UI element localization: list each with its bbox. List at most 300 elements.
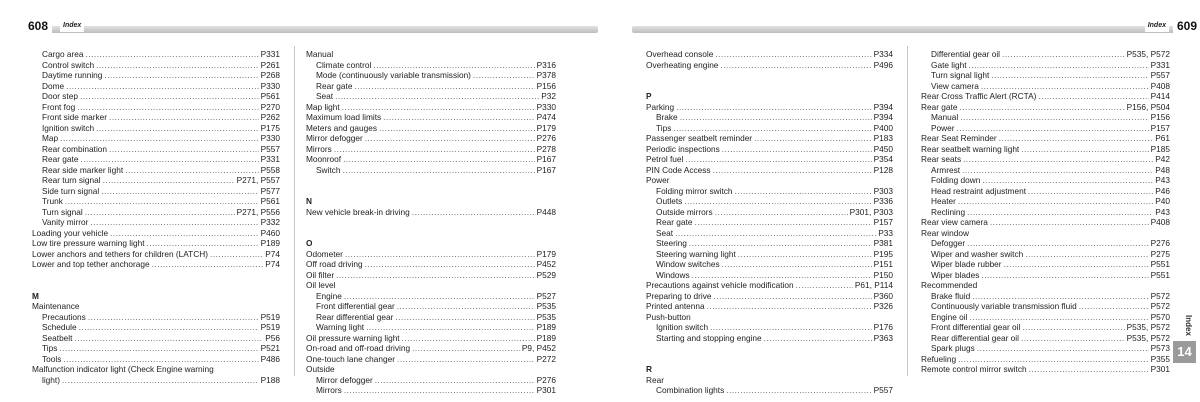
entry-text: View camera: [931, 80, 979, 91]
page-ref[interactable]: P261: [260, 59, 280, 70]
dot-leader: [1021, 144, 1148, 155]
index-entry[interactable]: [646, 333, 893, 344]
entry-text: Wiper and washer switch: [931, 248, 1024, 259]
index-entry[interactable]: [32, 322, 280, 333]
index-entry[interactable]: [32, 165, 280, 176]
index-entry[interactable]: [646, 207, 893, 218]
index-entry[interactable]: [921, 301, 1170, 312]
index-entry[interactable]: [32, 49, 280, 60]
index-entry[interactable]: [306, 123, 556, 134]
index-entry[interactable]: [306, 207, 556, 218]
page-ref[interactable]: P330: [536, 101, 556, 112]
index-entry[interactable]: [646, 322, 893, 333]
page-ref[interactable]: P175: [260, 122, 280, 133]
page-ref[interactable]: P167: [536, 154, 556, 164]
index-entry[interactable]: [921, 249, 1170, 260]
page-ref[interactable]: P557: [1150, 70, 1170, 80]
page-ref[interactable]: P176: [873, 322, 893, 332]
index-entry[interactable]: [646, 291, 893, 302]
index-entry[interactable]: [921, 91, 1170, 102]
section-letter: N: [306, 196, 312, 206]
page-ref[interactable]: P519: [260, 311, 280, 322]
index-entry[interactable]: [921, 217, 1170, 228]
index-entry[interactable]: [32, 70, 280, 81]
index-entry[interactable]: [646, 228, 893, 239]
index-entry[interactable]: [646, 102, 893, 113]
dot-leader: [59, 343, 258, 354]
dot-leader: [79, 322, 259, 333]
index-entry[interactable]: [646, 60, 893, 71]
index-entry[interactable]: [32, 228, 280, 239]
index-entry[interactable]: [921, 228, 1170, 239]
page-ref[interactable]: P157: [1150, 122, 1170, 133]
index-entry[interactable]: [646, 144, 893, 155]
index-entry[interactable]: [646, 165, 893, 176]
page-ref[interactable]: P271, P557: [236, 175, 280, 185]
dot-leader: [796, 280, 853, 291]
dot-leader: [689, 238, 872, 249]
index-entry[interactable]: [306, 343, 556, 354]
page-ref[interactable]: P535, P572: [1126, 332, 1170, 343]
index-entry[interactable]: [32, 217, 280, 228]
dot-leader: [366, 322, 534, 333]
entry-text: Off road driving: [306, 259, 363, 269]
page-ref[interactable]: P43: [1155, 206, 1170, 217]
page-ref[interactable]: P450: [873, 143, 893, 154]
dot-leader: [397, 354, 535, 365]
page-ref[interactable]: P46: [1155, 185, 1170, 196]
index-entry[interactable]: [306, 49, 556, 60]
index-entry[interactable]: [921, 70, 1170, 81]
page-ref[interactable]: P156, P504: [1126, 101, 1170, 112]
page-ref[interactable]: P331: [1150, 59, 1170, 70]
page-ref[interactable]: P573: [1150, 343, 1170, 353]
page-ref[interactable]: P316: [536, 59, 556, 70]
page-ref[interactable]: P460: [260, 227, 280, 238]
page-ref[interactable]: P189: [536, 332, 556, 343]
index-entry[interactable]: [306, 81, 556, 92]
dot-leader: [684, 196, 871, 207]
index-entry[interactable]: [32, 175, 280, 186]
index-entry[interactable]: [32, 259, 280, 270]
index-entry[interactable]: [306, 280, 556, 291]
page-ref[interactable]: P394: [873, 112, 893, 122]
dot-leader: [110, 228, 259, 239]
page-ref[interactable]: P276: [1150, 238, 1170, 248]
page-ref[interactable]: P189: [536, 322, 556, 332]
dot-leader: [969, 312, 1148, 323]
entry-text: Rear turn signal: [42, 175, 101, 185]
page-ref[interactable]: P354: [873, 154, 893, 164]
page-ref[interactable]: P381: [873, 238, 893, 248]
page-ref[interactable]: P535, P572: [1126, 49, 1170, 59]
index-entry[interactable]: [921, 144, 1170, 155]
index-entry[interactable]: [646, 270, 893, 281]
dot-leader: [152, 259, 264, 270]
page-ref[interactable]: P527: [536, 290, 556, 301]
entry-text: Brake: [656, 112, 678, 122]
index-entry[interactable]: [306, 144, 556, 155]
page-ref[interactable]: P360: [873, 290, 893, 301]
index-entry[interactable]: [646, 312, 893, 323]
page-ref[interactable]: P535: [536, 311, 556, 322]
dot-leader: [972, 291, 1148, 302]
entry-text: Head restraint adjustment: [931, 185, 1027, 196]
index-entry[interactable]: [921, 207, 1170, 218]
page-ref[interactable]: P519: [260, 322, 280, 332]
index-entry[interactable]: [306, 375, 556, 386]
index-entry[interactable]: [921, 270, 1170, 281]
page-ref[interactable]: P275: [1150, 248, 1170, 259]
entry-text: Lower anchors and tethers for children (LATCH): [32, 248, 209, 259]
entry-text: Oil filter: [306, 269, 335, 280]
page-ref[interactable]: P535, P572: [1126, 322, 1170, 332]
page-ref[interactable]: P572: [1150, 290, 1170, 301]
dot-leader: [958, 196, 1153, 207]
entry-text: Front side marker: [42, 112, 108, 122]
entry-text: Oil pressure warning light: [306, 332, 400, 343]
entry-text: Differential gear oil: [931, 49, 1001, 59]
index-entry[interactable]: [646, 154, 893, 165]
page-ref[interactable]: P400: [873, 122, 893, 133]
dot-leader: [713, 165, 872, 176]
index-entry[interactable]: [306, 249, 556, 260]
dot-leader: [60, 133, 258, 144]
chapter-tab[interactable]: [1173, 313, 1196, 363]
page-ref[interactable]: P40: [1155, 196, 1170, 206]
index-entry[interactable]: [921, 102, 1170, 113]
page-ref[interactable]: P301, P303: [849, 206, 893, 217]
index-entry[interactable]: [32, 102, 280, 113]
dot-leader: [969, 60, 1149, 71]
page-ref[interactable]: P262: [260, 112, 280, 122]
page-ref[interactable]: P332: [260, 217, 280, 227]
page-ref[interactable]: P378: [536, 70, 556, 80]
page-ref[interactable]: P336: [873, 196, 893, 206]
page-ref[interactable]: P561: [260, 91, 280, 101]
dot-leader: [982, 175, 1153, 186]
index-entry[interactable]: [921, 60, 1170, 71]
entry-text: Ignition switch: [656, 322, 709, 332]
page-ref[interactable]: P128: [873, 164, 893, 175]
page-ref[interactable]: P195: [873, 248, 893, 259]
index-entry[interactable]: [32, 123, 280, 134]
index-entry[interactable]: [646, 280, 893, 291]
entry-text: Rear gate: [42, 154, 79, 164]
index-entry[interactable]: [646, 301, 893, 312]
index-entry[interactable]: [646, 385, 893, 396]
page-ref[interactable]: P496: [873, 59, 893, 70]
index-entry[interactable]: [306, 291, 556, 302]
page-ref[interactable]: P558: [260, 164, 280, 175]
page-ref[interactable]: P189: [260, 238, 280, 248]
entry-text: Map light: [306, 101, 340, 112]
page-ref[interactable]: P355: [1150, 353, 1170, 364]
index-entry[interactable]: [306, 165, 556, 176]
entry-text: Dome: [42, 80, 65, 91]
entry-text: Rear differential gear oil: [931, 332, 1019, 343]
index-entry[interactable]: [32, 333, 280, 344]
index-column-3: [646, 49, 893, 396]
index-entry[interactable]: [32, 238, 280, 249]
page-ref[interactable]: P185: [1150, 143, 1170, 154]
dot-leader: [65, 196, 259, 207]
index-entry[interactable]: [921, 165, 1170, 176]
page-ref[interactable]: P331: [260, 49, 280, 59]
dot-leader: [365, 133, 535, 144]
index-entry[interactable]: [921, 186, 1170, 197]
index-entry[interactable]: [921, 312, 1170, 323]
index-entry[interactable]: [921, 291, 1170, 302]
index-entry[interactable]: [921, 343, 1170, 354]
index-entry[interactable]: [306, 301, 556, 312]
index-entry[interactable]: [646, 186, 893, 197]
page-ref[interactable]: P157: [873, 217, 893, 227]
page-ref[interactable]: P408: [1150, 80, 1170, 91]
index-entry[interactable]: [32, 81, 280, 92]
index-entry[interactable]: [32, 112, 280, 123]
index-entry[interactable]: [921, 154, 1170, 165]
index-entry[interactable]: [32, 207, 280, 218]
index-entry[interactable]: [921, 333, 1170, 344]
page-ref[interactable]: P557: [873, 385, 893, 395]
index-entry[interactable]: [32, 301, 280, 312]
index-entry[interactable]: [306, 312, 556, 323]
page-ref[interactable]: P521: [260, 343, 280, 353]
index-entry[interactable]: [32, 312, 280, 323]
index-entry[interactable]: [32, 196, 280, 207]
spacer: [306, 217, 556, 228]
dot-leader: [77, 102, 258, 113]
dot-leader: [715, 49, 871, 60]
dot-leader: [707, 301, 872, 312]
index-entry[interactable]: [306, 270, 556, 281]
index-entry[interactable]: [921, 81, 1170, 92]
entry-text: Rear side marker light: [42, 164, 124, 175]
page-ref[interactable]: P156: [1150, 112, 1170, 122]
page-ref[interactable]: P363: [873, 332, 893, 343]
index-entry[interactable]: [32, 154, 280, 165]
index-entry[interactable]: [921, 49, 1170, 60]
page-number: 608: [28, 18, 52, 34]
page-ref[interactable]: P301: [1150, 364, 1170, 374]
page-ref[interactable]: P529: [536, 269, 556, 280]
dot-leader: [383, 112, 534, 123]
index-entry[interactable]: [306, 322, 556, 333]
page-ref[interactable]: P331: [260, 154, 280, 164]
page-ref[interactable]: P32: [541, 91, 556, 101]
entry-text: Ignition switch: [42, 122, 95, 133]
entry-text: Rear window: [921, 227, 969, 238]
index-entry[interactable]: [921, 133, 1170, 144]
page-ref[interactable]: P270: [260, 101, 280, 112]
index-entry[interactable]: [646, 259, 893, 270]
index-entry[interactable]: [921, 175, 1170, 186]
dot-leader: [722, 144, 872, 155]
page-ref[interactable]: P74: [265, 248, 280, 259]
page-ref[interactable]: P276: [536, 133, 556, 143]
index-entry[interactable]: [306, 70, 556, 81]
index-entry[interactable]: [32, 354, 280, 365]
dot-leader: [336, 270, 534, 281]
dot-leader: [754, 133, 872, 144]
entry-text: Engine: [316, 290, 342, 301]
entry-text: Brake fluid: [931, 290, 971, 301]
page-ref[interactable]: P278: [536, 143, 556, 154]
index-entry[interactable]: [306, 333, 556, 344]
dot-leader: [738, 249, 872, 260]
page-ref[interactable]: P183: [873, 133, 893, 143]
entry-text: Tips: [656, 122, 672, 133]
page-ref[interactable]: P572: [1150, 301, 1170, 311]
page-ref[interactable]: P557: [260, 143, 280, 154]
index-entry[interactable]: [32, 60, 280, 71]
page-ref[interactable]: P577: [260, 185, 280, 196]
entry-text: Overheating engine: [646, 59, 719, 70]
page-ref[interactable]: P303: [873, 185, 893, 196]
page-ref[interactable]: P74: [265, 259, 280, 269]
page-ref[interactable]: P551: [1150, 269, 1170, 280]
dot-leader: [412, 343, 520, 354]
page-ref[interactable]: P56: [265, 332, 280, 343]
entry-text: On-road and off-road driving: [306, 343, 411, 353]
entry-text: Printed antenna: [646, 301, 705, 311]
index-entry[interactable]: [646, 238, 893, 249]
page-ref[interactable]: P272: [536, 353, 556, 364]
page-ref[interactable]: P9, P452: [521, 343, 556, 353]
index-entry[interactable]: [306, 91, 556, 102]
index-entry[interactable]: [306, 102, 556, 113]
index-entry[interactable]: [921, 238, 1170, 249]
index-entry[interactable]: [306, 354, 556, 365]
index-entry[interactable]: [921, 364, 1170, 375]
index-entry[interactable]: [306, 259, 556, 270]
page-ref[interactable]: P334: [873, 49, 893, 59]
index-entry[interactable]: [921, 112, 1170, 123]
index-entry[interactable]: [306, 364, 556, 375]
entry-text: Gate light: [931, 59, 967, 70]
dot-leader: [977, 343, 1149, 354]
dot-leader: [967, 207, 1153, 218]
index-entry[interactable]: [646, 375, 893, 386]
index-entry[interactable]: [306, 60, 556, 71]
page-ref[interactable]: P330: [260, 133, 280, 143]
entry-text: Combination lights: [656, 385, 725, 395]
dot-leader: [397, 301, 535, 312]
entry-text: Rear Cross Traffic Alert (RCTA): [921, 91, 1037, 101]
index-entry[interactable]: [646, 217, 893, 228]
page-ref[interactable]: P150: [873, 269, 893, 280]
index-entry[interactable]: [921, 354, 1170, 365]
index-entry[interactable]: [921, 280, 1170, 291]
index-entry[interactable]: [32, 375, 280, 386]
index-entry[interactable]: [646, 49, 893, 60]
page-ref[interactable]: P535: [536, 301, 556, 311]
dot-leader: [963, 154, 1153, 165]
dot-leader: [395, 312, 534, 323]
index-entry[interactable]: [306, 154, 556, 165]
index-entry[interactable]: [646, 112, 893, 123]
index-entry[interactable]: [32, 186, 280, 197]
entry-text: Wiper blade rubber: [931, 259, 1002, 269]
entry-text: Daytime running: [42, 70, 103, 80]
index-entry[interactable]: [306, 385, 556, 396]
page-ref[interactable]: P179: [536, 248, 556, 259]
page-ref[interactable]: P167: [536, 164, 556, 175]
page-ref[interactable]: P179: [536, 122, 556, 133]
page-ref[interactable]: P570: [1150, 311, 1170, 322]
dot-leader: [694, 217, 871, 228]
index-entry[interactable]: [32, 364, 280, 375]
page-ref[interactable]: P268: [260, 70, 280, 80]
page-ref[interactable]: P448: [536, 206, 556, 217]
index-entry[interactable]: [646, 123, 893, 134]
entry-text: Switch: [316, 164, 341, 175]
page-ref[interactable]: P61: [1155, 133, 1170, 143]
index-entry[interactable]: [921, 259, 1170, 270]
page-ref[interactable]: P414: [1150, 91, 1170, 101]
page-ref[interactable]: P561: [260, 196, 280, 206]
index-entry[interactable]: [306, 112, 556, 123]
index-entry[interactable]: [646, 175, 893, 186]
page-ref[interactable]: P156: [536, 80, 556, 91]
index-entry[interactable]: [921, 123, 1170, 134]
page-ref[interactable]: P42: [1155, 154, 1170, 164]
index-entry[interactable]: [646, 133, 893, 144]
dot-leader: [365, 259, 535, 270]
page-ref[interactable]: P301: [536, 385, 556, 395]
header-bar: [28, 26, 598, 33]
page-ref[interactable]: P330: [260, 80, 280, 91]
page-ref[interactable]: P43: [1155, 175, 1170, 185]
dot-leader: [342, 102, 535, 113]
page-ref[interactable]: P271, P556: [236, 206, 280, 217]
page-ref[interactable]: P33: [878, 227, 893, 238]
index-entry[interactable]: [921, 196, 1170, 207]
page-ref[interactable]: P276: [536, 374, 556, 385]
entry-text: Push-button: [646, 311, 691, 322]
index-entry[interactable]: [32, 133, 280, 144]
page-ref[interactable]: P326: [873, 301, 893, 311]
page-ref[interactable]: P61, P114: [854, 280, 893, 290]
page-ref[interactable]: P188: [260, 374, 280, 385]
page-ref[interactable]: P151: [873, 259, 893, 269]
index-entry[interactable]: [32, 144, 280, 155]
header-bar: [632, 26, 1197, 33]
index-entry[interactable]: [32, 91, 280, 102]
page-ref[interactable]: P486: [260, 353, 280, 364]
index-entry[interactable]: [921, 322, 1170, 333]
page-ref[interactable]: P474: [536, 112, 556, 122]
index-entry[interactable]: [306, 133, 556, 144]
entry-text: Turn signal: [42, 206, 83, 217]
page-ref[interactable]: P48: [1155, 164, 1170, 175]
index-entry[interactable]: [646, 249, 893, 260]
entry-text: Manual: [931, 112, 959, 122]
entry-text: Parking: [646, 101, 675, 112]
entry-text: Steering: [656, 238, 687, 248]
index-entry[interactable]: [32, 343, 280, 354]
index-entry[interactable]: [646, 196, 893, 207]
page-ref[interactable]: P452: [536, 259, 556, 269]
page-ref[interactable]: P394: [873, 101, 893, 112]
index-entry[interactable]: [32, 249, 280, 260]
dot-leader: [1025, 249, 1148, 260]
page-ref[interactable]: P551: [1150, 259, 1170, 269]
entry-text: Door step: [42, 91, 78, 101]
entry-text: Mirrors: [316, 385, 342, 395]
page-ref[interactable]: P408: [1150, 217, 1170, 227]
